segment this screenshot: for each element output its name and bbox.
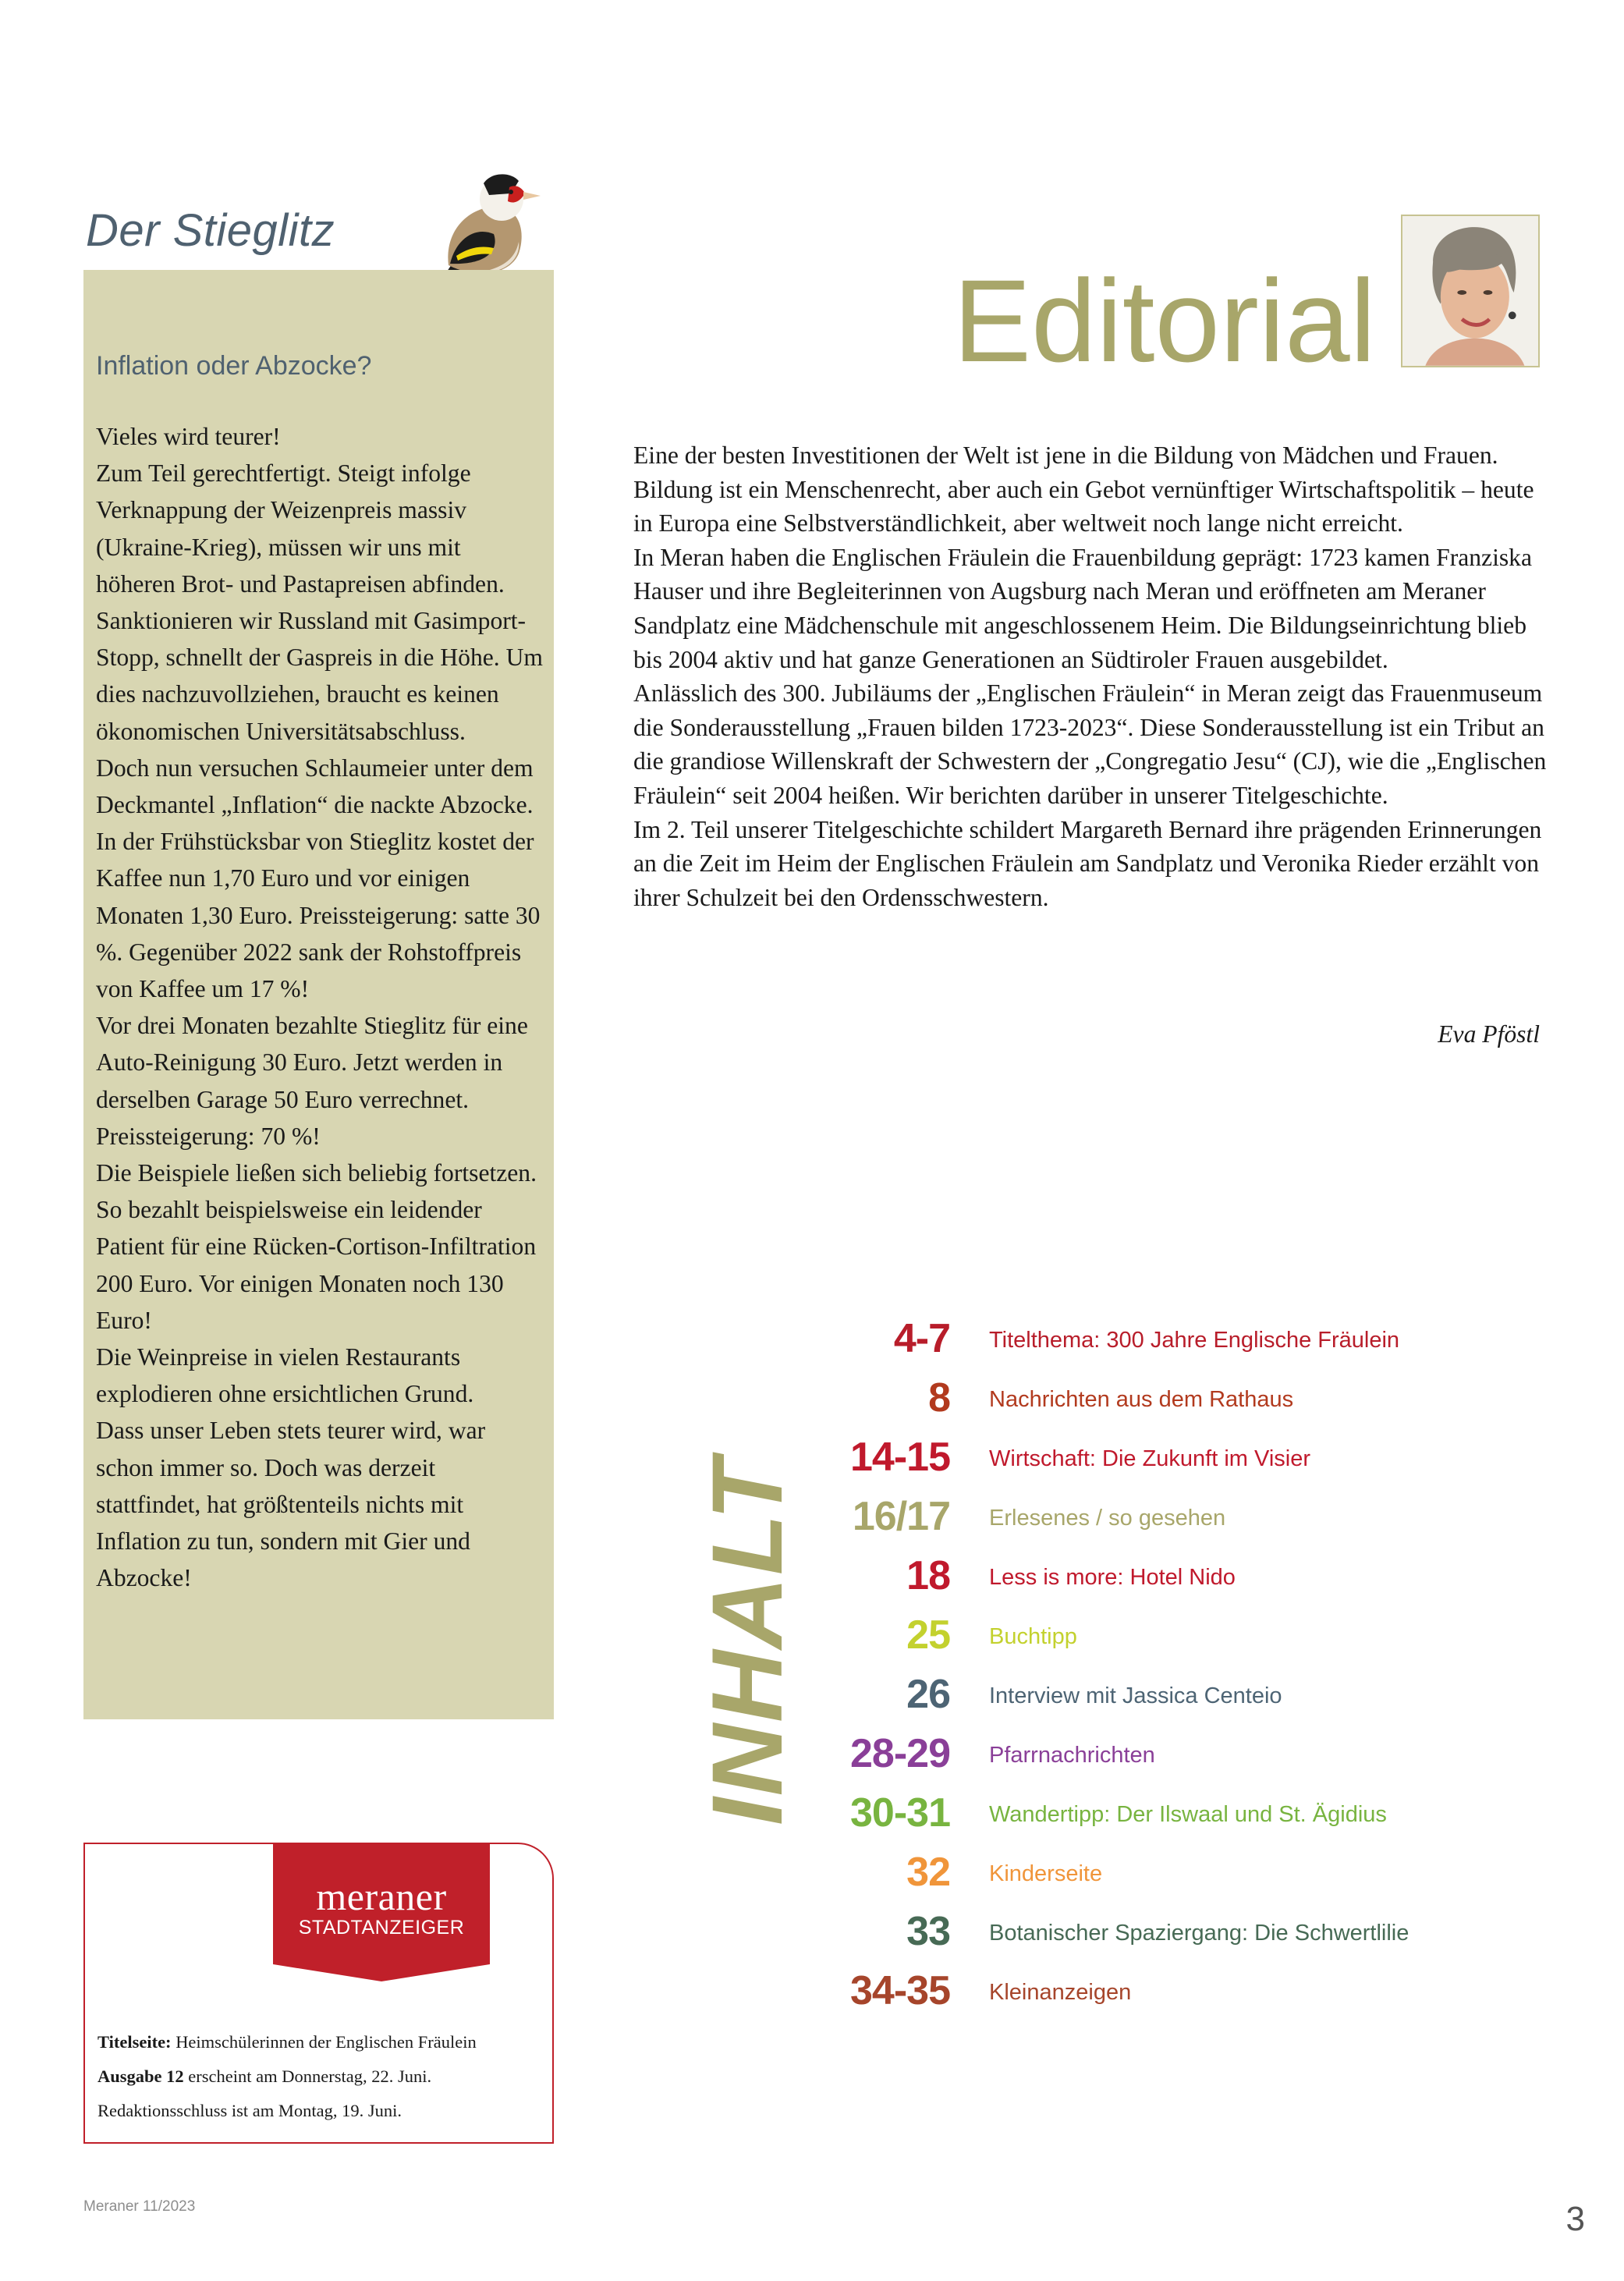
author-portrait [1401,215,1540,367]
toc-item[interactable] [0,1908,1624,1955]
editorial-body [633,438,1548,914]
toc-label: Buchtipp [989,1624,1077,1649]
toc-label: Nachrichten aus dem Rathaus [989,1387,1294,1412]
toc-page-number: 30-31 [850,1790,950,1836]
toc-label: Kinderseite [989,1861,1103,1886]
page-number: 3 [1565,2200,1585,2238]
toc-page-number: 33 [906,1909,950,1954]
inhalt-title: INHALT [692,1457,803,1825]
footer-issue: Meraner 11/2023 [83,2198,196,2215]
toc-label: Wirtschaft: Die Zukunft im Visier [989,1446,1311,1471]
imprint-issue-label: Ausgabe 12 [98,2066,184,2086]
toc-item[interactable] [0,1967,1624,2014]
stieglitz-paragraph: Vor drei Monaten bezahlte Stieglitz für eine Auto-Reinigung 30 Euro. Jetzt werden in derselben Garage 50 Euro verrechnet. Preissteigerung: 70 %! [96,1012,528,1150]
toc-label: Botanischer Spaziergang: Die Schwertlilie [989,1921,1409,1946]
editorial-author: Eva Pföstl [1438,1020,1540,1048]
stieglitz-heading: Der Stieglitz [86,205,335,256]
stieglitz-paragraph: Doch nun versuchen Schlaumeier unter dem Deckmantel „Inflation“ die nackte Abzocke. [96,754,534,819]
imprint-cover-label: Titelseite: [98,2032,172,2052]
stieglitz-subtitle: Inflation oder Abzocke? [96,351,372,381]
stieglitz-paragraph: Vieles wird teurer! [96,423,281,450]
toc-label: Kleinanzeigen [989,1980,1132,2005]
toc-page-number: 26 [906,1672,950,1717]
stieglitz-paragraph: Dass unser Leben stets teurer wird, war schon immer so. Doch was derzeit stattfindet, hat größtenteils nichts mit Inflation zu tun, sondern mit Gier und Abzocke! [96,1417,486,1592]
imprint-issue-text: erscheint am Donnerstag, 22. Juni. [183,2066,432,2086]
toc-item[interactable] [0,1375,1624,1421]
stieglitz-paragraph: Zum Teil gerechtfertigt. Steigt infolge Verknappung der Weizenpreis massiv (Ukraine-Krieg), müssen wir uns mit höheren Brot- und Pastapreisen abfinden. Sanktionieren wir Russland mit Gasimport-Stopp, schnellt der Gaspreis in die Höhe. Um dies nachzuvollziehen, braucht es keinen ökonomischen Universitätsabschluss. [96,459,543,745]
toc-label: Erlesenes / so gesehen [989,1506,1226,1531]
toc-item[interactable] [0,1434,1624,1481]
imprint-cover-text: Heimschülerinnen der Englischen Fräulein [171,2032,477,2052]
imprint-issue-line [98,2059,542,2094]
imprint-deadline-line: Redaktionsschluss ist am Montag, 19. Juni. [98,2101,402,2120]
editorial-paragraph: Im 2. Teil unserer Titelgeschichte schildert Margareth Bernard ihre prägenden Erinnerungen an die Zeit im Heim der Englischen Fräulein am Sandplatz und Veronika Rieder erzählt von ihrer Schulzeit bei den Ordensschwestern. [633,815,1542,911]
editorial-paragraph: In Meran haben die Englischen Fräulein die Frauenbildung geprägt: 1723 kamen Franziska Hauser und ihre Begleiterinnen von Augsburg nach Meran und eröffneten am Meraner Sandplatz eine Mädchenschule mit angeschlossenem Heim. Die Bildungseinrichtung blieb bis 2004 aktiv und hat ganze Generationen an Südtiroler Frauen ausgebildet. [633,543,1532,673]
toc-page-number: 34-35 [850,1968,950,2013]
toc-label: Interview mit Jassica Centeio [989,1683,1282,1708]
toc-page-number: 25 [906,1612,950,1658]
toc-label: Titelthema: 300 Jahre Englische Fräulein [989,1328,1400,1353]
toc-page-number: 18 [906,1553,950,1598]
toc-item[interactable] [0,1552,1624,1599]
stieglitz-paragraph: Die Weinpreise in vielen Restaurants explodieren ohne ersichtlichen Grund. [96,1343,474,1408]
toc-label: Wandertipp: Der Ilswaal und St. Ägidius [989,1802,1387,1827]
editorial-paragraph: Eine der besten Investitionen der Welt ist jene in die Bildung von Mädchen und Frauen. Bildung ist ein Menschenrecht, aber auch ein Gebot vernünftiger Wirtschaftspolitik – heute in Europa eine Selbstverständlichkeit, aber weltweit noch lange nicht erreicht. [633,442,1534,537]
toc-label: Less is more: Hotel Nido [989,1565,1236,1590]
toc-page-number: 28-29 [850,1731,950,1776]
imprint-text [98,2025,542,2128]
toc-page-number: 14-15 [850,1435,950,1480]
toc-item[interactable] [0,1790,1624,1836]
toc-item[interactable] [0,1493,1624,1540]
stieglitz-paragraph: So bezahlt beispielsweise ein leidender Patient für eine Rücken-Cortison-Infiltration 200 Euro. Vor einigen Monaten noch 130 Euro! [96,1196,537,1334]
toc-item[interactable] [0,1671,1624,1718]
imprint-cover-line [98,2025,542,2059]
toc-page-number: 8 [928,1375,950,1421]
toc-page-number: 4-7 [893,1316,950,1361]
editorial-paragraph: Anlässlich des 300. Jubiläums der „Englischen Fräulein“ in Meran zeigt das Frauenmuseum die Sonderausstellung „Frauen bilden 1723-2023“. Diese Sonderausstellung ist ein Tribut an die grandiose Willenskraft der Schwestern der „Congregatio Jesu“ (CJ), wie die „Englischen Fräulein“ seit 2004 heißen. Wir berichten darüber in unserer Titelgeschichte. [633,679,1547,809]
toc-item[interactable] [0,1849,1624,1896]
editorial-title: Editorial [953,255,1376,386]
toc-item[interactable] [0,1315,1624,1362]
logo-wordmark: meraner [316,1875,447,1918]
toc-page-number: 16/17 [852,1494,950,1539]
toc-label: Pfarrnachrichten [989,1743,1155,1768]
stieglitz-paragraph: In der Frühstücksbar von Stieglitz kostet der Kaffee nun 1,70 Euro und vor einigen Monaten 1,30 Euro. Preissteigerung: satte 30 %. Gegenüber 2022 sank der Rohstoffpreis von Kaffee um 17 %! [96,828,541,1003]
toc-item[interactable] [0,1730,1624,1777]
toc-item[interactable] [0,1612,1624,1658]
toc-page-number: 32 [906,1850,950,1895]
logo-subline: STADTANZEIGER [298,1917,465,1939]
stieglitz-paragraph: Die Beispiele ließen sich beliebig fortsetzen. [96,1159,537,1187]
